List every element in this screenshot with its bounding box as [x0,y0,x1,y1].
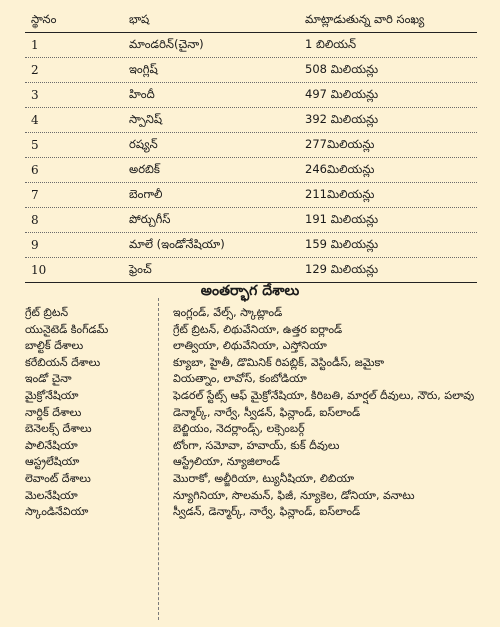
cell-speakers: 392 మిలియన్లు [305,111,379,126]
cell-speakers: 159 మిలియన్లు [305,236,379,251]
list-item [25,471,485,488]
region-countries: బెల్జియం, నెదర్లాండ్స్, లక్సెంబర్గ్ [173,422,305,436]
header-language: భాష [129,11,150,26]
list-item [25,504,485,521]
cell-rank: 2 [31,63,39,77]
cell-speakers: 508 మిలియన్లు [305,61,379,76]
table-row [25,158,477,182]
region-name: బాల్టిక్ దేశాలు [25,339,84,353]
table-row [25,233,477,257]
table-row [25,33,477,57]
cell-language: బెంగాలీ [129,186,163,201]
region-countries: ఇంగ్లండ్, వేల్స్, స్కాట్లాండ్ [173,306,283,319]
table-row [25,58,477,82]
cell-rank: 9 [31,238,39,252]
cell-rank: 10 [31,263,47,277]
cell-rank: 5 [31,138,39,152]
region-countries: గ్రేట్ బ్రిటన్, లిథువేనియా, ఉత్తర ఐర్లాండ్ [173,322,343,336]
region-countries: స్వీడన్, డెన్మార్క్, నార్వే, ఫిన్లాండ్, ఐస్‌లాండ్ [173,505,361,519]
cell-speakers: 497 మిలియన్లు [305,86,379,101]
region-countries: టోంగా, సమోవా, హవాయ్, కుక్ దీవులు [173,438,340,452]
region-name: పాలినేషియా [25,438,78,452]
region-countries: మొరాకో, అల్జీరియా, ట్యునీషియా, లిబియా [173,471,355,485]
list-item [25,388,485,405]
cell-language: స్పానిష్ [129,111,163,126]
list-item [25,355,485,372]
cell-language: పోర్చుగీస్ [129,211,171,226]
list-item [25,338,485,355]
list-item [25,454,485,471]
list-item [25,371,485,388]
list-item [25,421,485,438]
region-name: గ్రేట్ బ్రిటన్ [25,306,69,319]
region-name: యునైటెడ్ కింగ్‌డమ్ [25,322,109,336]
cell-language: ఫ్రెంచ్ [129,261,152,276]
cell-speakers: 211మిలియన్లు [305,186,375,201]
cell-rank: 6 [31,163,39,177]
table-row [25,108,477,132]
languages-table [25,8,477,283]
region-countries: డెన్మార్క్, నార్వే, స్వీడన్, ఫిన్లాండ్, ఐస్‌లాండ్ [173,405,361,419]
region-countries: ఆస్ట్రేలియా, న్యూజిలాండ్ [173,455,280,469]
list-item [25,488,485,505]
cell-rank: 3 [31,88,39,102]
cell-language: మాండరిన్(చైనా) [129,36,204,51]
table-row [25,183,477,207]
cell-rank: 8 [31,213,39,227]
header-speakers: మాట్లాడుతున్న వారి సంఖ్య [305,11,425,26]
cell-language: అరబిక్ [129,161,160,176]
cell-language: రష్యన్ [129,136,158,151]
region-name: కరేబియన్ దేశాలు [25,355,101,369]
cell-rank: 7 [31,188,39,202]
cell-language: మాలే (ఇండోనేషియా) [129,236,225,251]
region-name: బెనెలక్స్ దేశాలు [25,422,92,436]
region-name: ఇండో చైనా [25,372,72,386]
cell-speakers: 1 బిలియన్ [305,36,357,51]
region-countries: క్యూబా, హైతీ, డొమినిక్ రిపబ్లిక్, వెస్టిండీస్, జమైకా [173,355,385,369]
region-name: స్కాండినేవియా [25,505,89,519]
region-name: మెలనేషియా [25,488,78,502]
list-item [25,405,485,422]
table-body [25,33,477,282]
list-item [25,305,485,322]
region-name: లెవాంట్ దేశాలు [25,471,91,485]
region-countries: వియత్నాం, లావోస్, కంబోడియా [173,372,307,386]
cell-speakers: 191 మిలియన్లు [305,211,379,226]
region-countries: న్యూగినియా, సొలమన్, ఫిజీ, న్యూకెల, డోనియా, వనాటు [173,488,415,502]
cell-speakers: 277మిలియన్లు [305,136,375,151]
section-title: అంతర్భాగ దేశాలు [200,283,300,299]
cell-language: హిందీ [129,86,155,101]
cell-rank: 4 [31,113,39,127]
header-rank: స్థానం [31,11,57,26]
cell-speakers: 246మిలియన్లు [305,161,375,176]
region-countries: ఫెడరల్ స్టేట్స్ ఆఫ్ మైక్రోనేషియా, కిరిబతి, మార్షల్ దీవులు, నౌరు, పలావు [173,388,475,402]
region-name: ఆస్ట్రలేషియా [25,455,80,469]
cell-speakers: 129 మిలియన్లు [305,261,379,276]
table-row [25,208,477,232]
table-row [25,258,477,282]
table-header [25,8,477,32]
region-name: మైక్రోనేషియా [25,388,79,402]
region-countries: లాత్వియా, లిథువేనియా, ఎస్తోనియా [173,339,327,353]
table-row [25,83,477,107]
list-item [25,322,485,339]
regions-list [25,305,485,521]
cell-language: ఇంగ్లిష్ [129,61,158,76]
region-name: నార్డిక్ దేశాలు [25,405,82,419]
table-row [25,133,477,157]
cell-rank: 1 [31,38,39,52]
list-item [25,438,485,455]
